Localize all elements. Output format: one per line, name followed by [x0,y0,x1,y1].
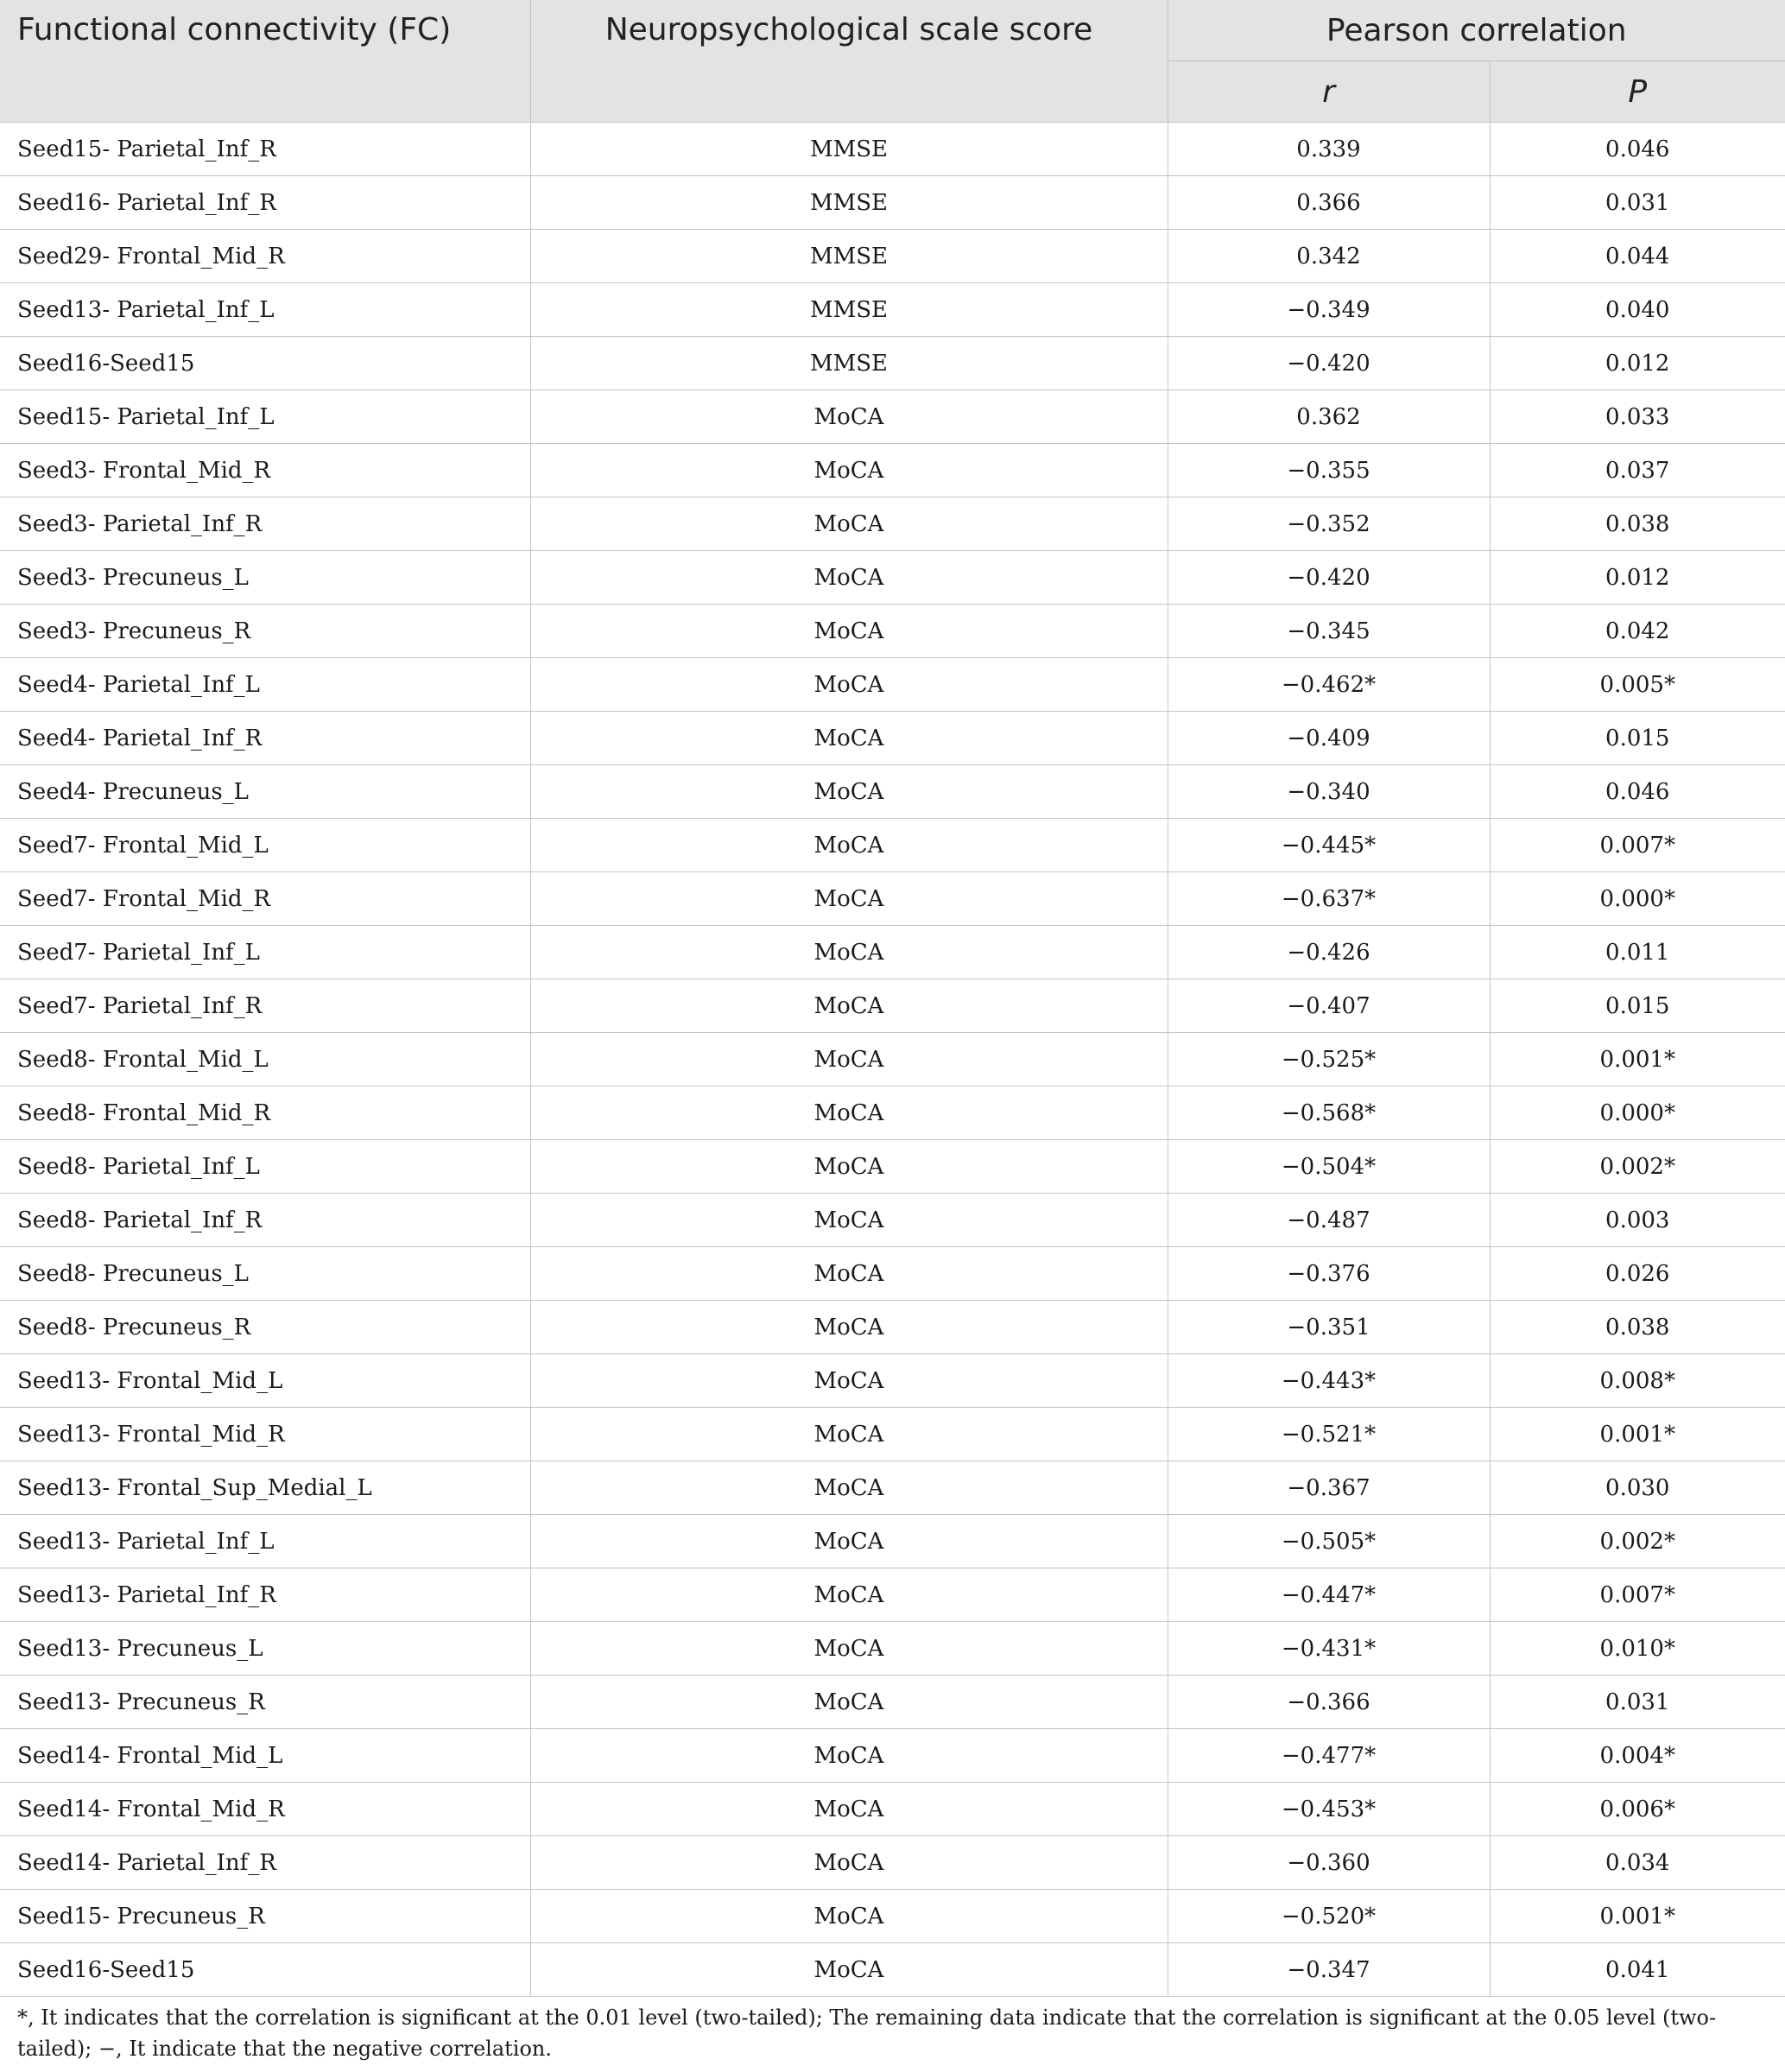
p-value-cell: 0.031 [1490,1676,1785,1729]
fc-cell: Seed8- Frontal_Mid_L [0,1033,530,1087]
r-value-cell: −0.407 [1168,979,1490,1033]
table-footnote: *, It indicates that the correlation is significant at the 0.01 level (two-tailed); The remaining data indicate that the correlation is significant at the 0.05 level (two-tailed); −, It indicate that the negative correlation. [17,2005,1717,2061]
scale-cell: MoCA [530,1194,1168,1247]
table-row [0,444,1785,497]
fc-cell: Seed13- Parietal_Inf_L [0,283,530,337]
scale-cell: MoCA [530,1515,1168,1568]
table-row [0,1676,1785,1729]
table-row [0,390,1785,444]
r-value-cell: −0.340 [1168,765,1490,819]
scale-cell: MoCA [530,1140,1168,1194]
p-value-cell: 0.041 [1490,1943,1785,1997]
r-value-cell: −0.352 [1168,497,1490,551]
r-value-cell: −0.349 [1168,283,1490,337]
table-row [0,819,1785,872]
fc-cell: Seed16-Seed15 [0,1943,530,1997]
scale-cell: MMSE [530,123,1168,176]
header-scale: Neuropsychological scale score [530,0,1168,123]
scale-cell: MoCA [530,926,1168,979]
table-row [0,283,1785,337]
table-row [0,1622,1785,1676]
r-value-cell: −0.347 [1168,1943,1490,1997]
p-value-cell: 0.002* [1490,1140,1785,1194]
scale-cell: MoCA [530,1301,1168,1354]
scale-cell: MoCA [530,1890,1168,1943]
fc-cell: Seed7- Frontal_Mid_L [0,819,530,872]
r-value-cell: −0.521* [1168,1408,1490,1461]
r-value-cell: −0.420 [1168,337,1490,390]
fc-cell: Seed15- Precuneus_R [0,1890,530,1943]
p-value-cell: 0.000* [1490,872,1785,926]
fc-cell: Seed14- Parietal_Inf_R [0,1836,530,1890]
p-value-cell: 0.031 [1490,176,1785,230]
scale-cell: MoCA [530,551,1168,605]
r-value-cell: −0.351 [1168,1301,1490,1354]
table-row [0,1890,1785,1943]
fc-cell: Seed4- Precuneus_L [0,765,530,819]
p-value-cell: 0.042 [1490,605,1785,658]
scale-cell: MoCA [530,712,1168,765]
fc-cell: Seed4- Parietal_Inf_L [0,658,530,712]
scale-cell: MoCA [530,390,1168,444]
p-value-cell: 0.002* [1490,1515,1785,1568]
scale-cell: MoCA [530,1568,1168,1622]
r-value-cell: 0.339 [1168,123,1490,176]
p-value-cell: 0.015 [1490,979,1785,1033]
fc-cell: Seed8- Frontal_Mid_R [0,1087,530,1140]
fc-cell: Seed7- Parietal_Inf_L [0,926,530,979]
fc-cell: Seed8- Precuneus_R [0,1301,530,1354]
r-value-cell: 0.342 [1168,230,1490,283]
p-value-cell: 0.007* [1490,1568,1785,1622]
table-row [0,337,1785,390]
scale-cell: MoCA [530,658,1168,712]
table-row [0,1301,1785,1354]
table-row [0,1461,1785,1515]
table-row [0,1408,1785,1461]
fc-cell: Seed16- Parietal_Inf_R [0,176,530,230]
scale-cell: MoCA [530,1408,1168,1461]
fc-cell: Seed8- Parietal_Inf_L [0,1140,530,1194]
scale-cell: MoCA [530,1354,1168,1408]
table-row [0,979,1785,1033]
fc-cell: Seed13- Parietal_Inf_R [0,1568,530,1622]
scale-cell: MoCA [530,1836,1168,1890]
table-header [0,0,1785,123]
r-value-cell: −0.360 [1168,1836,1490,1890]
p-value-cell: 0.001* [1490,1033,1785,1087]
p-value-cell: 0.037 [1490,444,1785,497]
table-row [0,1247,1785,1301]
r-value-cell: −0.505* [1168,1515,1490,1568]
table-row [0,1729,1785,1783]
scale-cell: MMSE [530,283,1168,337]
p-value-cell: 0.012 [1490,337,1785,390]
p-value-cell: 0.046 [1490,765,1785,819]
scale-cell: MoCA [530,497,1168,551]
scale-cell: MMSE [530,230,1168,283]
fc-cell: Seed3- Precuneus_R [0,605,530,658]
fc-cell: Seed13- Precuneus_R [0,1676,530,1729]
scale-cell: MoCA [530,1087,1168,1140]
p-value-cell: 0.007* [1490,819,1785,872]
scale-cell: MoCA [530,1943,1168,1997]
fc-cell: Seed7- Parietal_Inf_R [0,979,530,1033]
scale-cell: MoCA [530,1033,1168,1087]
table-row [0,1194,1785,1247]
table-row [0,765,1785,819]
r-value-cell: −0.445* [1168,819,1490,872]
p-value-cell: 0.044 [1490,230,1785,283]
scale-cell: MoCA [530,979,1168,1033]
table-row [0,1943,1785,1997]
r-value-cell: −0.477* [1168,1729,1490,1783]
p-value-cell: 0.008* [1490,1354,1785,1408]
p-value-cell: 0.030 [1490,1461,1785,1515]
scale-cell: MoCA [530,872,1168,926]
scale-cell: MoCA [530,605,1168,658]
r-value-cell: −0.637* [1168,872,1490,926]
r-value-cell: −0.447* [1168,1568,1490,1622]
header-pearson: Pearson correlation [1168,0,1785,61]
r-value-cell: −0.504* [1168,1140,1490,1194]
p-value-cell: 0.004* [1490,1729,1785,1783]
p-value-cell: 0.001* [1490,1408,1785,1461]
p-value-cell: 0.010* [1490,1622,1785,1676]
scale-cell: MoCA [530,1676,1168,1729]
scale-cell: MoCA [530,1461,1168,1515]
r-value-cell: −0.487 [1168,1194,1490,1247]
table-row [0,1087,1785,1140]
table-row [0,1354,1785,1408]
r-value-cell: −0.426 [1168,926,1490,979]
r-value-cell: −0.345 [1168,605,1490,658]
fc-cell: Seed3- Frontal_Mid_R [0,444,530,497]
scale-cell: MMSE [530,176,1168,230]
fc-cell: Seed14- Frontal_Mid_L [0,1729,530,1783]
fc-cell: Seed8- Parietal_Inf_R [0,1194,530,1247]
p-value-cell: 0.005* [1490,658,1785,712]
r-value-cell: 0.362 [1168,390,1490,444]
header-row-1 [0,0,1785,61]
p-value-cell: 0.012 [1490,551,1785,605]
r-value-cell: −0.525* [1168,1033,1490,1087]
p-value-cell: 0.034 [1490,1836,1785,1890]
scale-cell: MoCA [530,1783,1168,1836]
table-row [0,551,1785,605]
fc-cell: Seed13- Precuneus_L [0,1622,530,1676]
r-value-cell: −0.420 [1168,551,1490,605]
header-p: P [1490,61,1785,123]
scale-cell: MoCA [530,1729,1168,1783]
scale-cell: MMSE [530,337,1168,390]
table-row [0,872,1785,926]
fc-cell: Seed16-Seed15 [0,337,530,390]
fc-cell: Seed15- Parietal_Inf_L [0,390,530,444]
p-value-cell: 0.026 [1490,1247,1785,1301]
table-row [0,1515,1785,1568]
r-value-cell: −0.409 [1168,712,1490,765]
table-row [0,1836,1785,1890]
table-row [0,1783,1785,1836]
table-row [0,605,1785,658]
p-value-cell: 0.011 [1490,926,1785,979]
table-row [0,926,1785,979]
r-value-cell: −0.453* [1168,1783,1490,1836]
p-value-cell: 0.006* [1490,1783,1785,1836]
scale-cell: MoCA [530,1247,1168,1301]
p-value-cell: 0.003 [1490,1194,1785,1247]
r-value-cell: −0.443* [1168,1354,1490,1408]
p-value-cell: 0.038 [1490,1301,1785,1354]
fc-cell: Seed15- Parietal_Inf_R [0,123,530,176]
scale-cell: MoCA [530,1622,1168,1676]
r-value-cell: 0.366 [1168,176,1490,230]
table-body [0,123,1785,1997]
fc-cell: Seed13- Frontal_Mid_L [0,1354,530,1408]
table-row [0,176,1785,230]
scale-cell: MoCA [530,765,1168,819]
header-fc: Functional connectivity (FC) [0,0,530,123]
r-value-cell: −0.520* [1168,1890,1490,1943]
fc-cell: Seed7- Frontal_Mid_R [0,872,530,926]
r-value-cell: −0.568* [1168,1087,1490,1140]
p-value-cell: 0.046 [1490,123,1785,176]
p-value-cell: 0.040 [1490,283,1785,337]
r-value-cell: −0.431* [1168,1622,1490,1676]
fc-cell: Seed14- Frontal_Mid_R [0,1783,530,1836]
p-value-cell: 0.038 [1490,497,1785,551]
header-r: r [1168,61,1490,123]
r-value-cell: −0.367 [1168,1461,1490,1515]
table-row [0,1140,1785,1194]
fc-cell: Seed29- Frontal_Mid_R [0,230,530,283]
scale-cell: MoCA [530,819,1168,872]
scale-cell: MoCA [530,444,1168,497]
table-row [0,123,1785,176]
table-row [0,712,1785,765]
table-row [0,497,1785,551]
fc-cell: Seed8- Precuneus_L [0,1247,530,1301]
p-value-cell: 0.000* [1490,1087,1785,1140]
r-value-cell: −0.376 [1168,1247,1490,1301]
r-value-cell: −0.355 [1168,444,1490,497]
p-value-cell: 0.033 [1490,390,1785,444]
table-row [0,658,1785,712]
fc-cell: Seed13- Parietal_Inf_L [0,1515,530,1568]
fc-cell: Seed3- Parietal_Inf_R [0,497,530,551]
table-row [0,230,1785,283]
fc-cell: Seed3- Precuneus_L [0,551,530,605]
table-row [0,1568,1785,1622]
fc-cell: Seed13- Frontal_Sup_Medial_L [0,1461,530,1515]
p-value-cell: 0.001* [1490,1890,1785,1943]
fc-cell: Seed13- Frontal_Mid_R [0,1408,530,1461]
fc-cell: Seed4- Parietal_Inf_R [0,712,530,765]
p-value-cell: 0.015 [1490,712,1785,765]
table-row [0,1033,1785,1087]
r-value-cell: −0.366 [1168,1676,1490,1729]
r-value-cell: −0.462* [1168,658,1490,712]
